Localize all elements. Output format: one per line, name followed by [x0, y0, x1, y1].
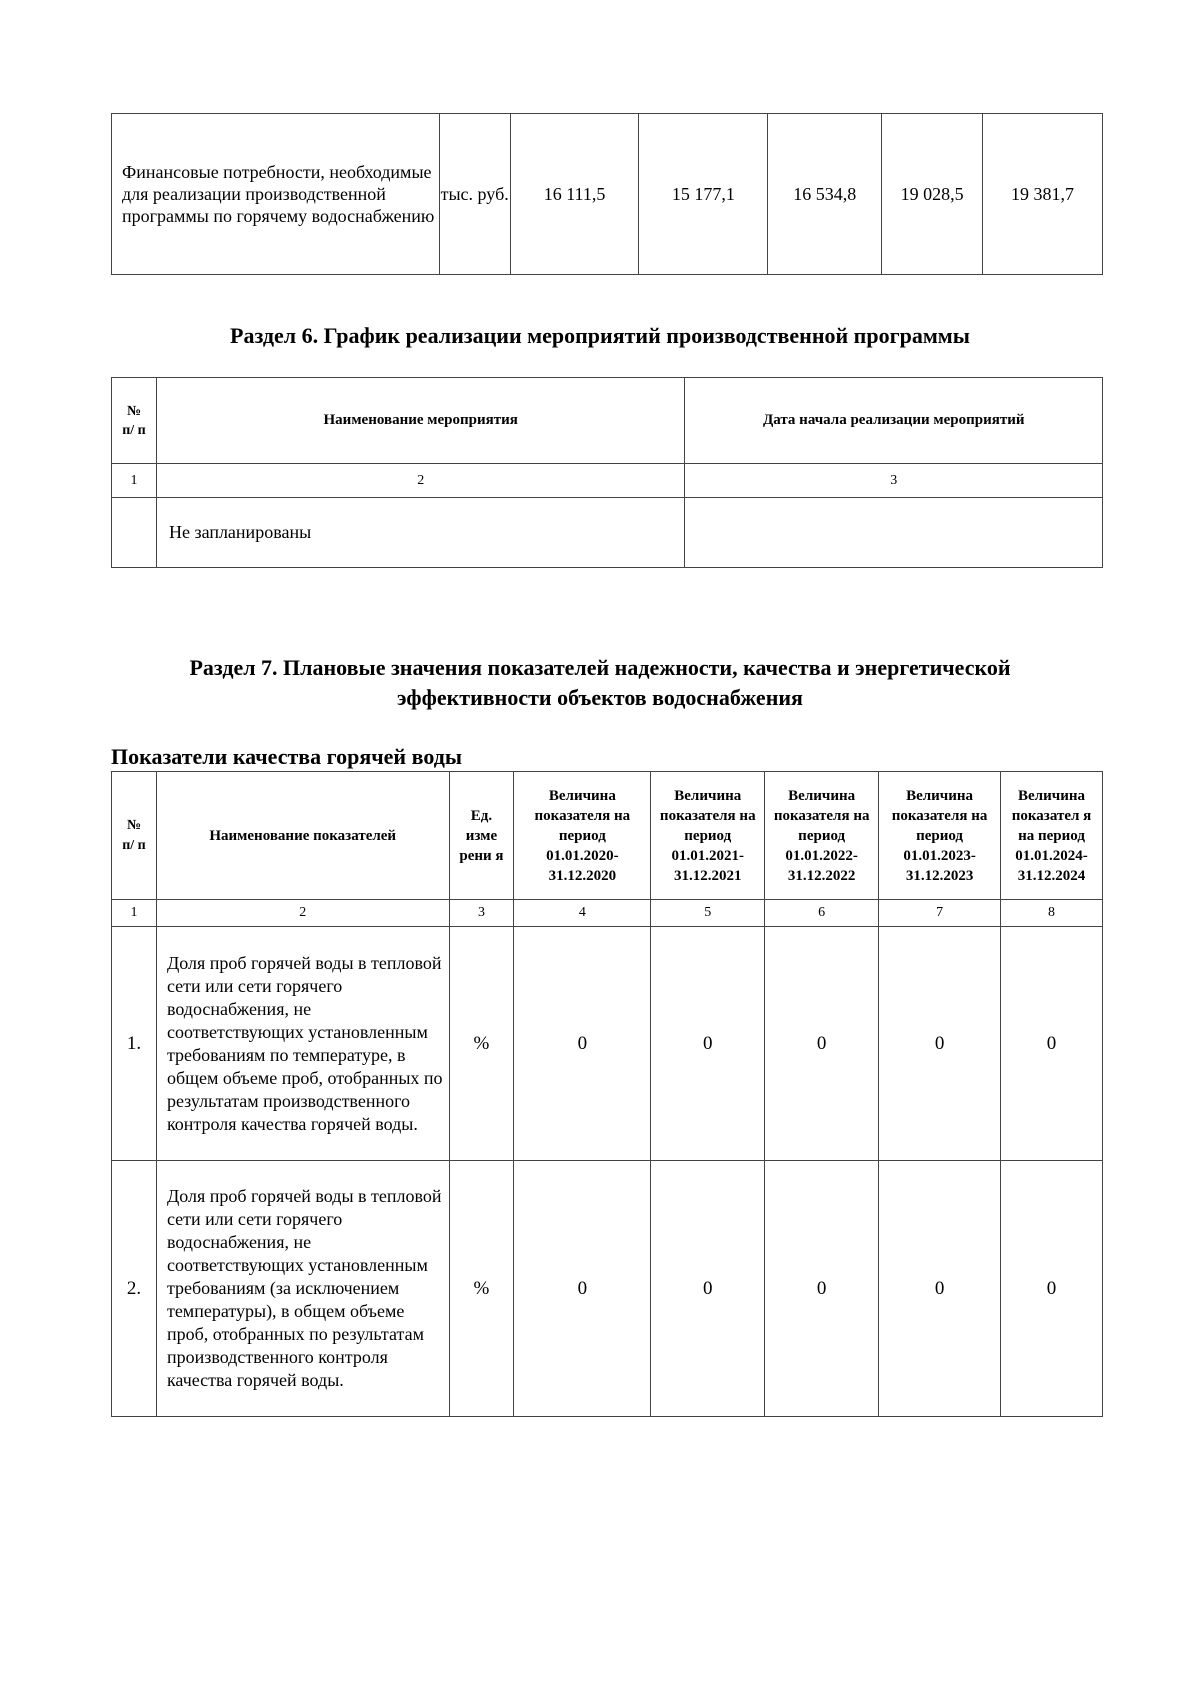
col-number: 4 [514, 900, 651, 927]
column-number-row [112, 900, 1103, 927]
col-header-indicator-name: Наименование показателей [156, 772, 449, 900]
col-header-number: № п/ п [112, 772, 157, 900]
value-2020: 0 [514, 927, 651, 1161]
col-header-event-name: Наименование мероприятия [156, 378, 684, 464]
row-number: 1. [112, 927, 157, 1161]
indicator-name: Доля проб горячей воды в тепловой сети или сети горячего водоснабжения, не соответствующих установленным требованиям (за исключением температуры), в общем объеме проб, отобранных по результатам производственного контроля качества горячей воды. [156, 1161, 449, 1417]
row-number [112, 498, 157, 568]
table-row [112, 927, 1103, 1161]
value-2024: 19 381,7 [983, 114, 1103, 275]
section7-subtitle: Показатели качества горячей воды [111, 744, 463, 769]
col-number: 2 [156, 464, 684, 498]
col-header-number: № п/ п [112, 378, 157, 464]
unit-cell: % [449, 927, 514, 1161]
table-header-row [112, 378, 1103, 464]
event-date [685, 498, 1103, 568]
col-number: 5 [651, 900, 765, 927]
value-2022: 0 [765, 1161, 879, 1417]
table-row [112, 1161, 1103, 1417]
col-number: 1 [112, 464, 157, 498]
col-header-period-2022: Величина показателя на период 01.01.2022-31.12.2022 [765, 772, 879, 900]
value-2022: 0 [765, 927, 879, 1161]
value-2023: 0 [879, 1161, 1001, 1417]
value-2023: 19 028,5 [882, 114, 983, 275]
section6-title: Раздел 6. График реализации мероприятий производственной программы [230, 323, 970, 348]
value-2021: 15 177,1 [639, 114, 768, 275]
table-row [112, 114, 1103, 275]
col-header-period-2020: Величина показателя на период 01.01.2020-31.12.2020 [514, 772, 651, 900]
value-2021: 0 [651, 927, 765, 1161]
col-header-period-2023: Величина показателя на период 01.01.2023-31.12.2023 [879, 772, 1001, 900]
table-row [112, 498, 1103, 568]
indicator-name: Доля проб горячей воды в тепловой сети или сети горячего водоснабжения, не соответствующих установленным требованиям по температуре, в общем объеме проб, отобранных по результатам производственного контроля качества горячей воды. [156, 927, 449, 1161]
section7-title-line2: эффективности объектов водоснабжения [397, 685, 803, 710]
section7-title-line1: Раздел 7. Плановые значения показателей надежности, качества и энергетической [189, 655, 1011, 680]
financial-needs-table [111, 113, 1103, 275]
col-number: 1 [112, 900, 157, 927]
value-2022: 16 534,8 [768, 114, 882, 275]
unit-cell: тыс. руб. [439, 114, 510, 275]
value-2020: 0 [514, 1161, 651, 1417]
section7-table [111, 771, 1103, 1417]
financial-needs-label: Финансовые потребности, необходимые для реализации производственной программы по горячему водоснабжению [112, 114, 440, 275]
table-header-row [112, 772, 1103, 900]
value-2020: 16 111,5 [510, 114, 639, 275]
value-2023: 0 [879, 927, 1001, 1161]
value-2021: 0 [651, 1161, 765, 1417]
event-name: Не запланированы [156, 498, 684, 568]
value-2024: 0 [1001, 927, 1103, 1161]
col-number: 2 [156, 900, 449, 927]
col-header-period-2024: Величина показател я на период 01.01.2024-31.12.2024 [1001, 772, 1103, 900]
value-2024: 0 [1001, 1161, 1103, 1417]
row-number: 2. [112, 1161, 157, 1417]
section6-table [111, 377, 1103, 568]
col-number: 7 [879, 900, 1001, 927]
column-number-row [112, 464, 1103, 498]
col-number: 3 [685, 464, 1103, 498]
col-number: 6 [765, 900, 879, 927]
col-header-period-2021: Величина показателя на период 01.01.2021-31.12.2021 [651, 772, 765, 900]
col-number: 3 [449, 900, 514, 927]
col-header-unit: Ед. изме рени я [449, 772, 514, 900]
col-header-start-date: Дата начала реализации мероприятий [685, 378, 1103, 464]
unit-cell: % [449, 1161, 514, 1417]
col-number: 8 [1001, 900, 1103, 927]
